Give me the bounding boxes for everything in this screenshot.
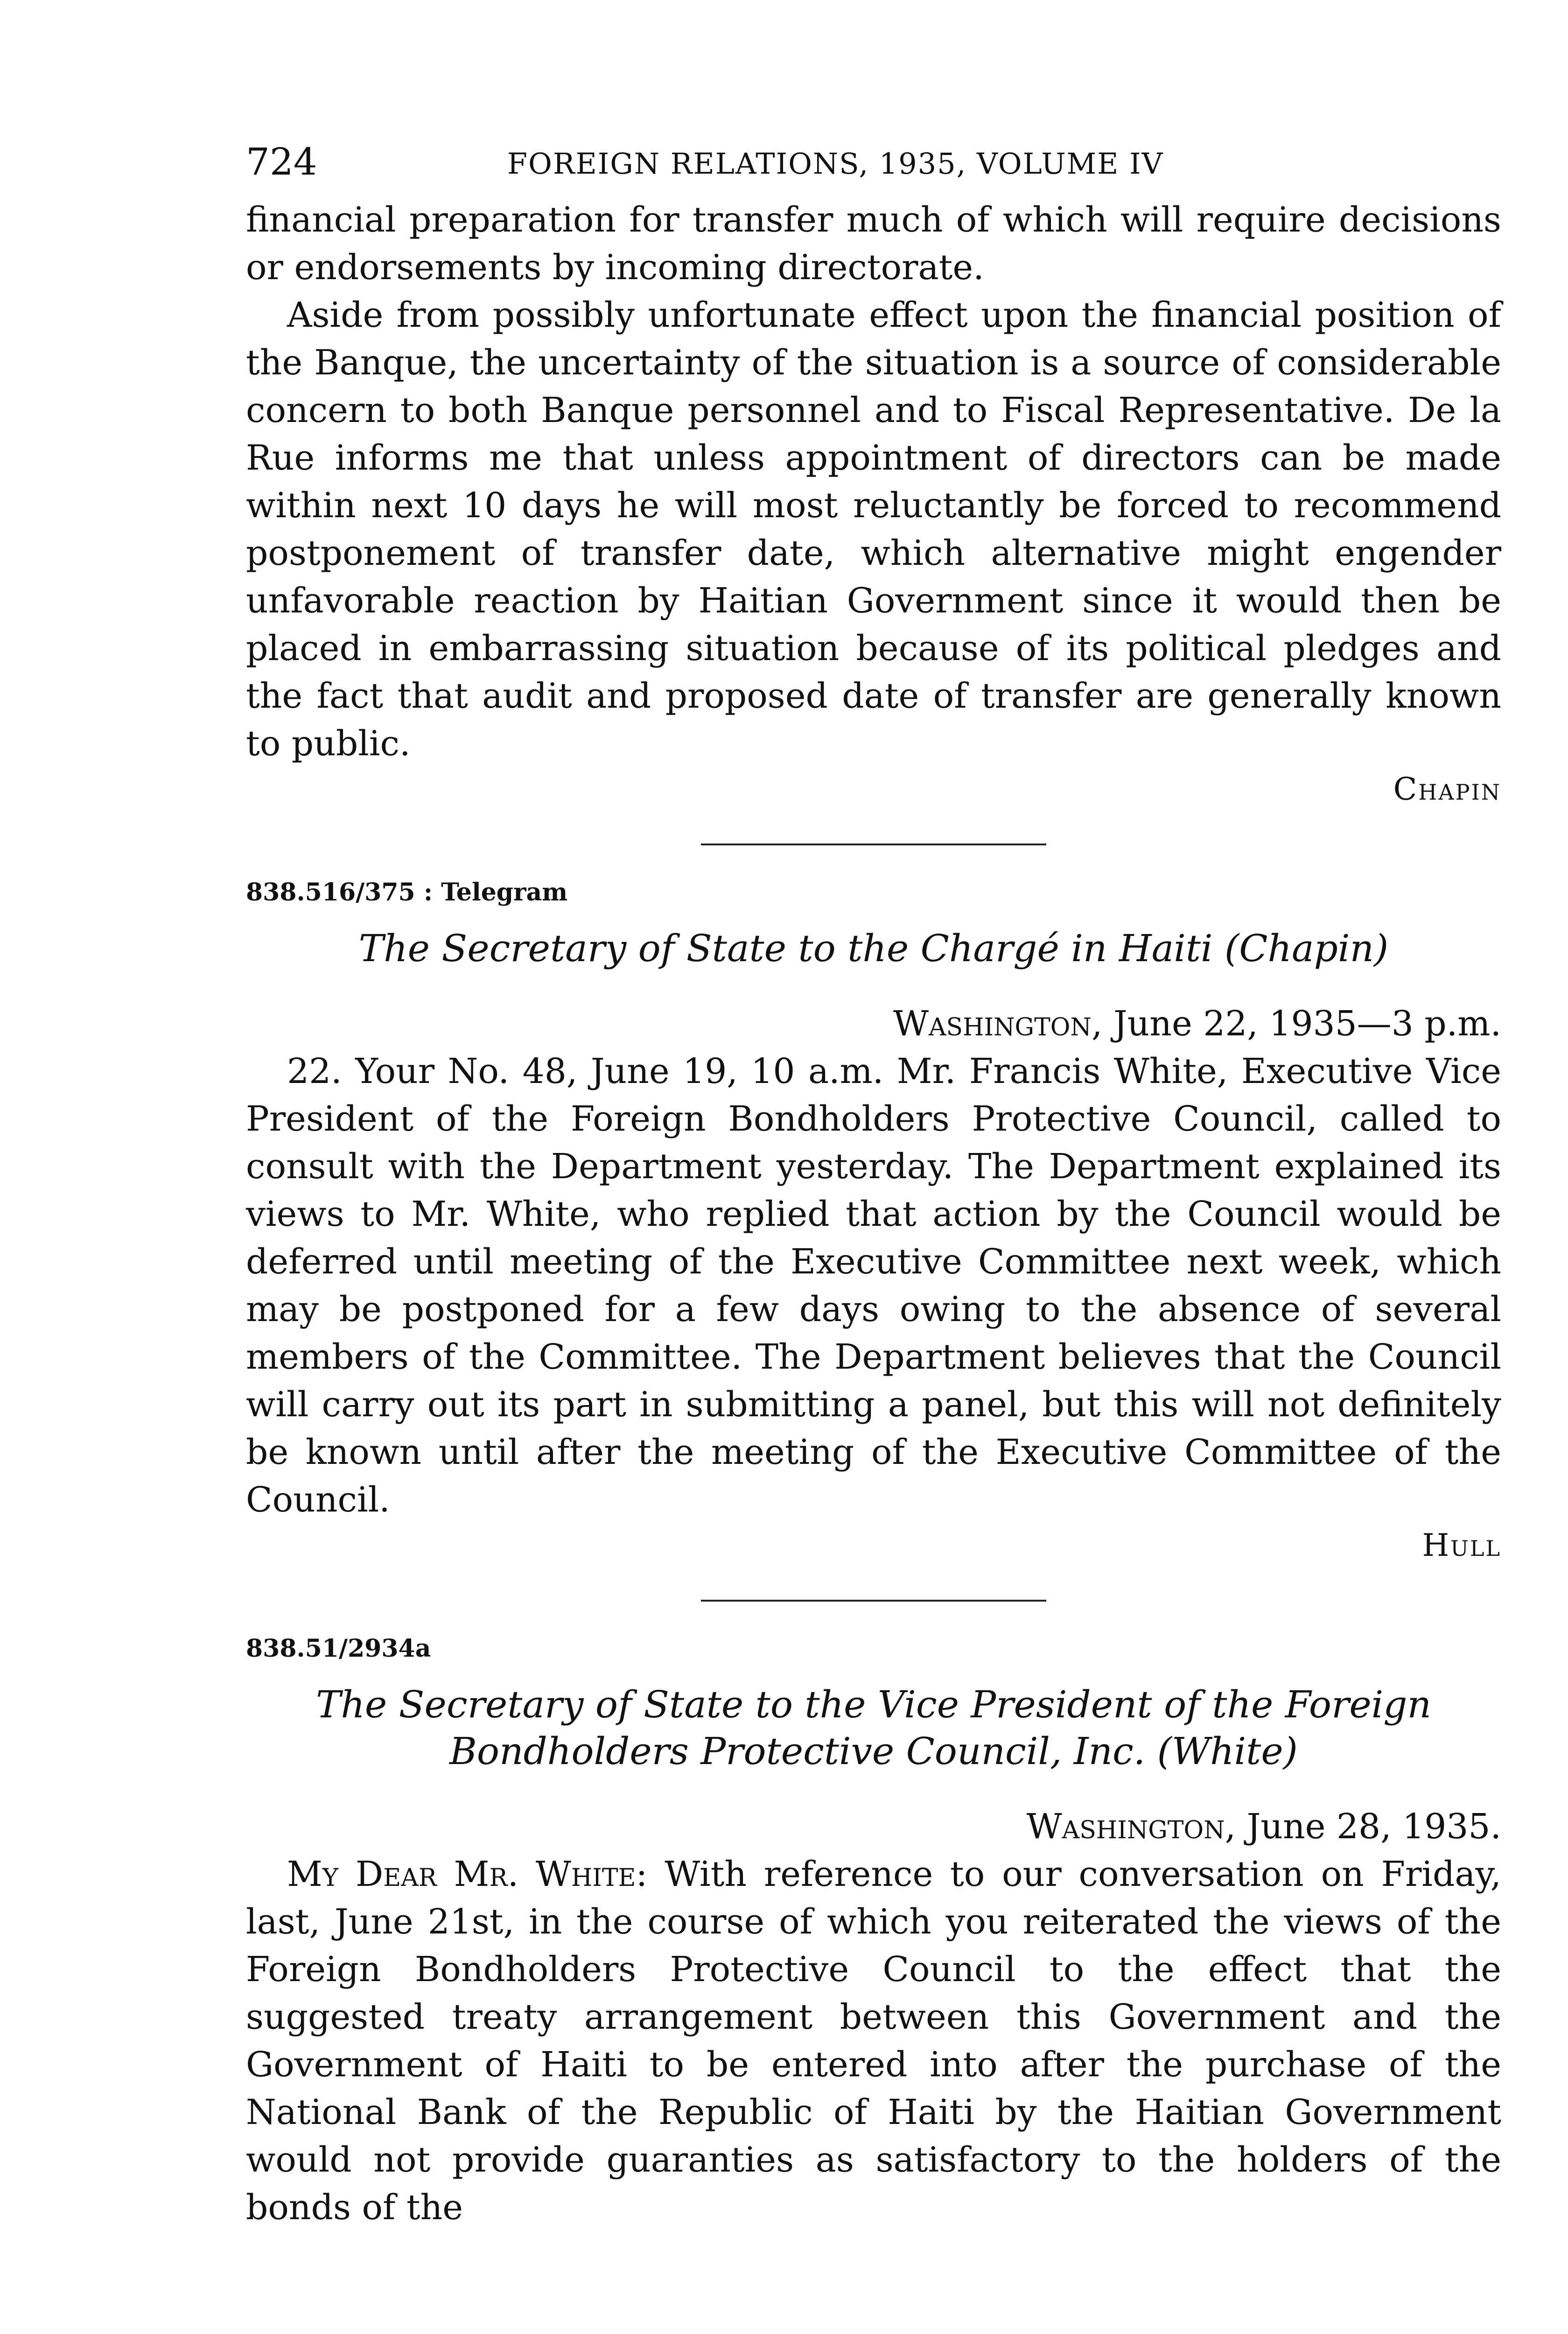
- title-line-2: Bondholders Protective Council, Inc. (White): [449, 1729, 1298, 1773]
- dateline: [246, 1000, 1501, 1047]
- dateline-place: Washington,: [1026, 1807, 1236, 1847]
- letter-text: With reference to our conversation on Friday, last, June 21st, in the course of which you reiterated the views of the Foreign Bondholders Protective Council to the effect that the suggested treaty arrangement between this Government and the Government of Haiti to be entered into after the purchase of the National Bank of the Republic of Haiti by the Haitian Government would not provide guaranties as satisfactory to the holders of the bonds of the: [246, 1854, 1501, 2228]
- section-divider: [701, 844, 1046, 845]
- document-page: [246, 140, 1501, 2231]
- file-reference: 838.51/2934a: [246, 1634, 431, 1663]
- page-number: 724: [246, 140, 317, 183]
- section-divider: [701, 1600, 1046, 1602]
- file-reference: 838.516/375 : Telegram: [246, 878, 568, 907]
- document-title: [246, 1681, 1501, 1775]
- running-head: FOREIGN RELATIONS, 1935, VOLUME IV: [507, 147, 1164, 181]
- dateline-place: Washington,: [893, 1004, 1103, 1044]
- title-line-1: The Secretary of State to the Vice President of the Foreign: [316, 1683, 1431, 1726]
- document-title: The Secretary of State to the Chargé in Haiti (Chapin): [358, 927, 1389, 970]
- signature-chapin: Chapin: [1393, 771, 1501, 807]
- body-paragraph: Aside from possibly unfortunate effect upon the financial position of the Banque, the uncertainty of the situation is a source of considerable concern to both Banque personnel and to Fiscal Representative. De la Rue informs me that unless appointment of directors can be made within next 10 days he will most reluctantly be forced to recommend postponement of transfer date, which alternative might engender unfavorable reaction by Haitian Government since it would then be placed in embarrassing situation because of its political pledges and the fact that audit and proposed date of transfer are generally known to public.: [246, 295, 1501, 764]
- page-header: [246, 140, 1501, 196]
- dateline-date: June 28, 1935.: [1246, 1807, 1501, 1847]
- signature-hull: Hull: [1422, 1527, 1501, 1563]
- continued-paragraph: financial preparation for transfer much of which will require decisions or endorsements by incoming directorate.: [246, 200, 1501, 288]
- telegram-body: 22. Your No. 48, June 19, 10 a.m. Mr. Francis White, Executive Vice President of the Foreign Bondholders Protective Council, called to consult with the Department yesterday. The Department explained its views to Mr. White, who replied that action by the Council would be deferred until meeting of the Executive Committee next week, which may be postponed for a few days owing to the absence of several members of the Committee. The Department believes that the Council will carry out its part in submitting a panel, but this will not definitely be known until after the meeting of the Executive Committee of the Council.: [246, 1051, 1501, 1520]
- salutation: My Dear Mr. White:: [287, 1854, 648, 1894]
- letter-body: [246, 1850, 1501, 2231]
- dateline: [246, 1803, 1501, 1850]
- dateline-date: June 22, 1935—3 p.m.: [1113, 1004, 1501, 1044]
